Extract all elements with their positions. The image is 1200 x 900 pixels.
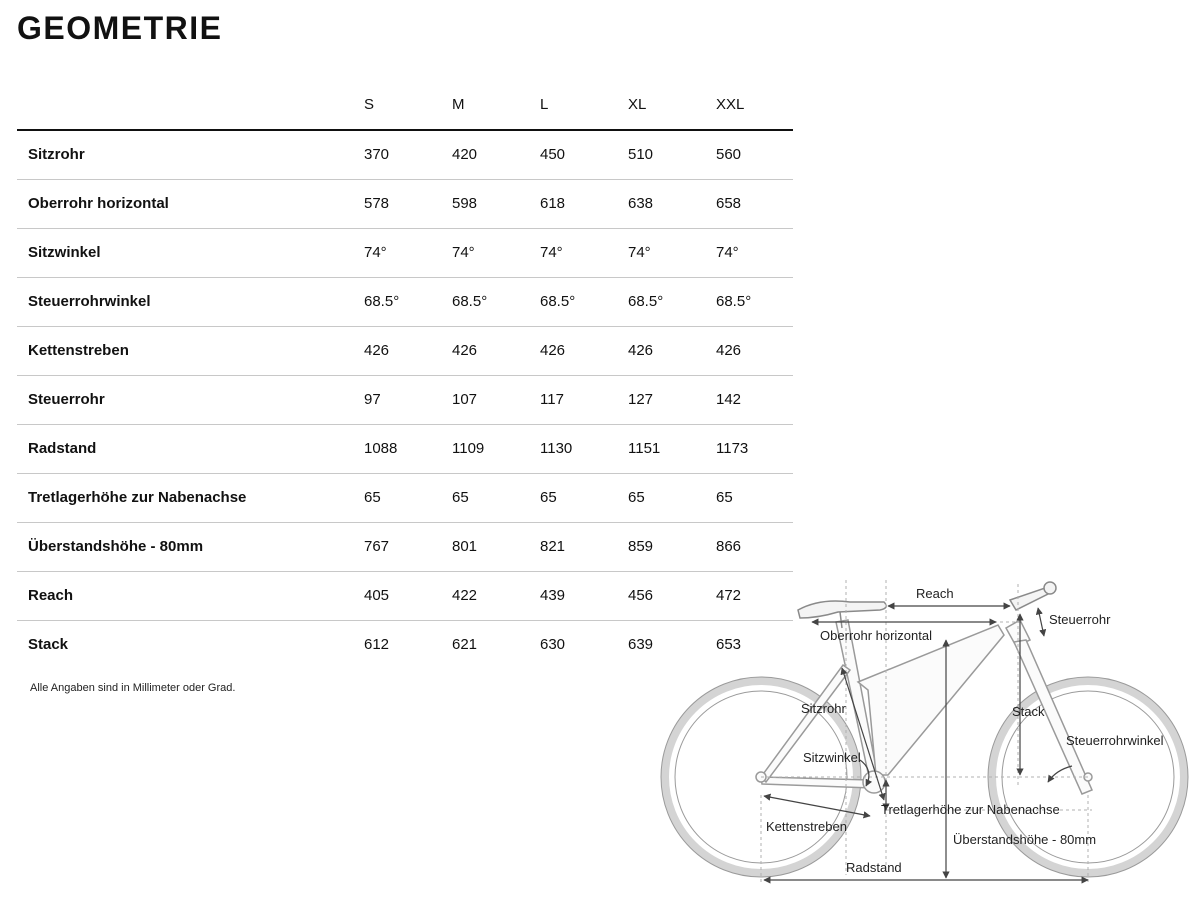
cell-xl: 68.5°	[628, 293, 664, 310]
cell-s: 97	[364, 391, 381, 408]
saddle	[798, 601, 886, 628]
cell-s: 65	[364, 489, 381, 506]
header-size-l: L	[540, 79, 628, 130]
cell-l: 439	[540, 587, 566, 604]
label-sitzrohr: Sitzrohr	[801, 701, 846, 716]
label-steuerrohrwinkel: Steuerrohrwinkel	[1066, 733, 1164, 748]
dimension-labels	[766, 586, 1164, 875]
label-ueberstandshoehe: Überstandshöhe - 80mm	[953, 832, 1097, 847]
cell-m: 422	[452, 587, 478, 604]
cell-m: 420	[452, 146, 478, 164]
row-label: Sitzwinkel	[28, 244, 101, 261]
header-size-m: M	[452, 79, 540, 130]
cell-xxl: 426	[716, 342, 742, 359]
cell-xxl: 1173	[716, 440, 749, 457]
cell-s: 426	[364, 342, 390, 359]
cell-l: 821	[540, 538, 566, 555]
cell-xxl: 68.5°	[716, 293, 752, 310]
cell-s: 68.5°	[364, 293, 400, 310]
label-steuerrohr: Steuerrohr	[1049, 612, 1111, 627]
cell-m: 74°	[452, 244, 475, 261]
cell-xl: 639	[628, 636, 654, 654]
header-size-s: S	[364, 79, 452, 130]
cell-l: 68.5°	[540, 293, 576, 310]
table-row	[17, 326, 793, 375]
cell-xxl: 65	[716, 489, 733, 506]
row-label: Sitzrohr	[28, 146, 85, 164]
cell-xxl: 866	[716, 538, 742, 555]
row-label: Oberrohr horizontal	[28, 195, 169, 212]
row-label: Radstand	[28, 440, 97, 457]
cell-m: 1109	[452, 440, 485, 457]
cell-l: 450	[540, 146, 566, 164]
cell-s: 1088	[364, 440, 398, 457]
cell-m: 598	[452, 195, 478, 212]
cell-xl: 1151	[628, 440, 661, 457]
cell-l: 630	[540, 636, 566, 654]
bike-geometry-diagram	[660, 570, 1195, 895]
cell-xxl: 560	[716, 146, 742, 164]
row-label: Steuerrohrwinkel	[28, 293, 151, 310]
cell-l: 426	[540, 342, 566, 359]
table-row	[17, 522, 793, 571]
cell-xxl: 74°	[716, 244, 739, 261]
cell-xxl: 653	[716, 636, 742, 654]
table-row	[17, 130, 793, 179]
cell-xl: 127	[628, 391, 654, 408]
cell-s: 767	[364, 538, 390, 555]
row-label: Steuerrohr	[28, 391, 105, 408]
table-row	[17, 473, 793, 522]
label-reach: Reach	[916, 586, 954, 601]
cell-xl: 859	[628, 538, 654, 555]
cell-m: 68.5°	[452, 293, 488, 310]
cell-s: 74°	[364, 244, 387, 261]
label-kettenstreben: Kettenstreben	[766, 819, 847, 834]
units-note: Alle Angaben sind in Millimeter oder Grad.	[30, 682, 236, 694]
cell-xl: 65	[628, 489, 645, 506]
cell-s: 578	[364, 195, 390, 212]
label-sitzwinkel: Sitzwinkel	[803, 750, 861, 765]
header-label-column	[17, 79, 364, 130]
cell-s: 405	[364, 587, 390, 604]
table-row	[17, 375, 793, 424]
row-label: Kettenstreben	[28, 342, 129, 359]
cell-s: 370	[364, 146, 390, 164]
cell-xxl: 142	[716, 391, 742, 408]
cell-xxl: 658	[716, 195, 742, 212]
cell-xl: 638	[628, 195, 654, 212]
label-stack: Stack	[1012, 704, 1045, 719]
row-label: Stack	[28, 636, 69, 654]
cell-l: 618	[540, 195, 566, 212]
table-row	[17, 228, 793, 277]
cell-xl: 74°	[628, 244, 651, 261]
row-label: Tretlagerhöhe zur Nabenachse	[28, 489, 247, 506]
label-oberrohr-horizontal: Oberrohr horizontal	[820, 628, 932, 643]
table-header-row	[17, 79, 793, 130]
cell-m: 107	[452, 391, 478, 408]
row-label: Überstandshöhe - 80mm	[28, 538, 204, 555]
page-title: GEOMETRIE	[17, 10, 223, 46]
cell-xl: 510	[628, 146, 654, 164]
label-radstand: Radstand	[846, 860, 902, 875]
cell-m: 801	[452, 538, 478, 555]
label-tretlagerhoehe: Tretlagerhöhe zur Nabenachse	[881, 802, 1060, 817]
row-label: Reach	[28, 587, 74, 604]
cell-l: 1130	[540, 440, 573, 457]
cell-xxl: 472	[716, 587, 742, 604]
cell-l: 74°	[540, 244, 563, 261]
header-size-xxl: XXL	[716, 79, 793, 130]
header-size-xl: XL	[628, 79, 716, 130]
cell-m: 621	[452, 636, 478, 654]
cell-l: 117	[540, 391, 564, 408]
cell-m: 426	[452, 342, 478, 359]
cell-xl: 456	[628, 587, 654, 604]
table-row	[17, 277, 793, 326]
cell-m: 65	[452, 489, 469, 506]
table-row	[17, 179, 793, 228]
handlebar-stem	[1010, 582, 1056, 610]
cell-s: 612	[364, 636, 390, 654]
cell-l: 65	[540, 489, 557, 506]
table-row	[17, 424, 793, 473]
cell-xl: 426	[628, 342, 654, 359]
